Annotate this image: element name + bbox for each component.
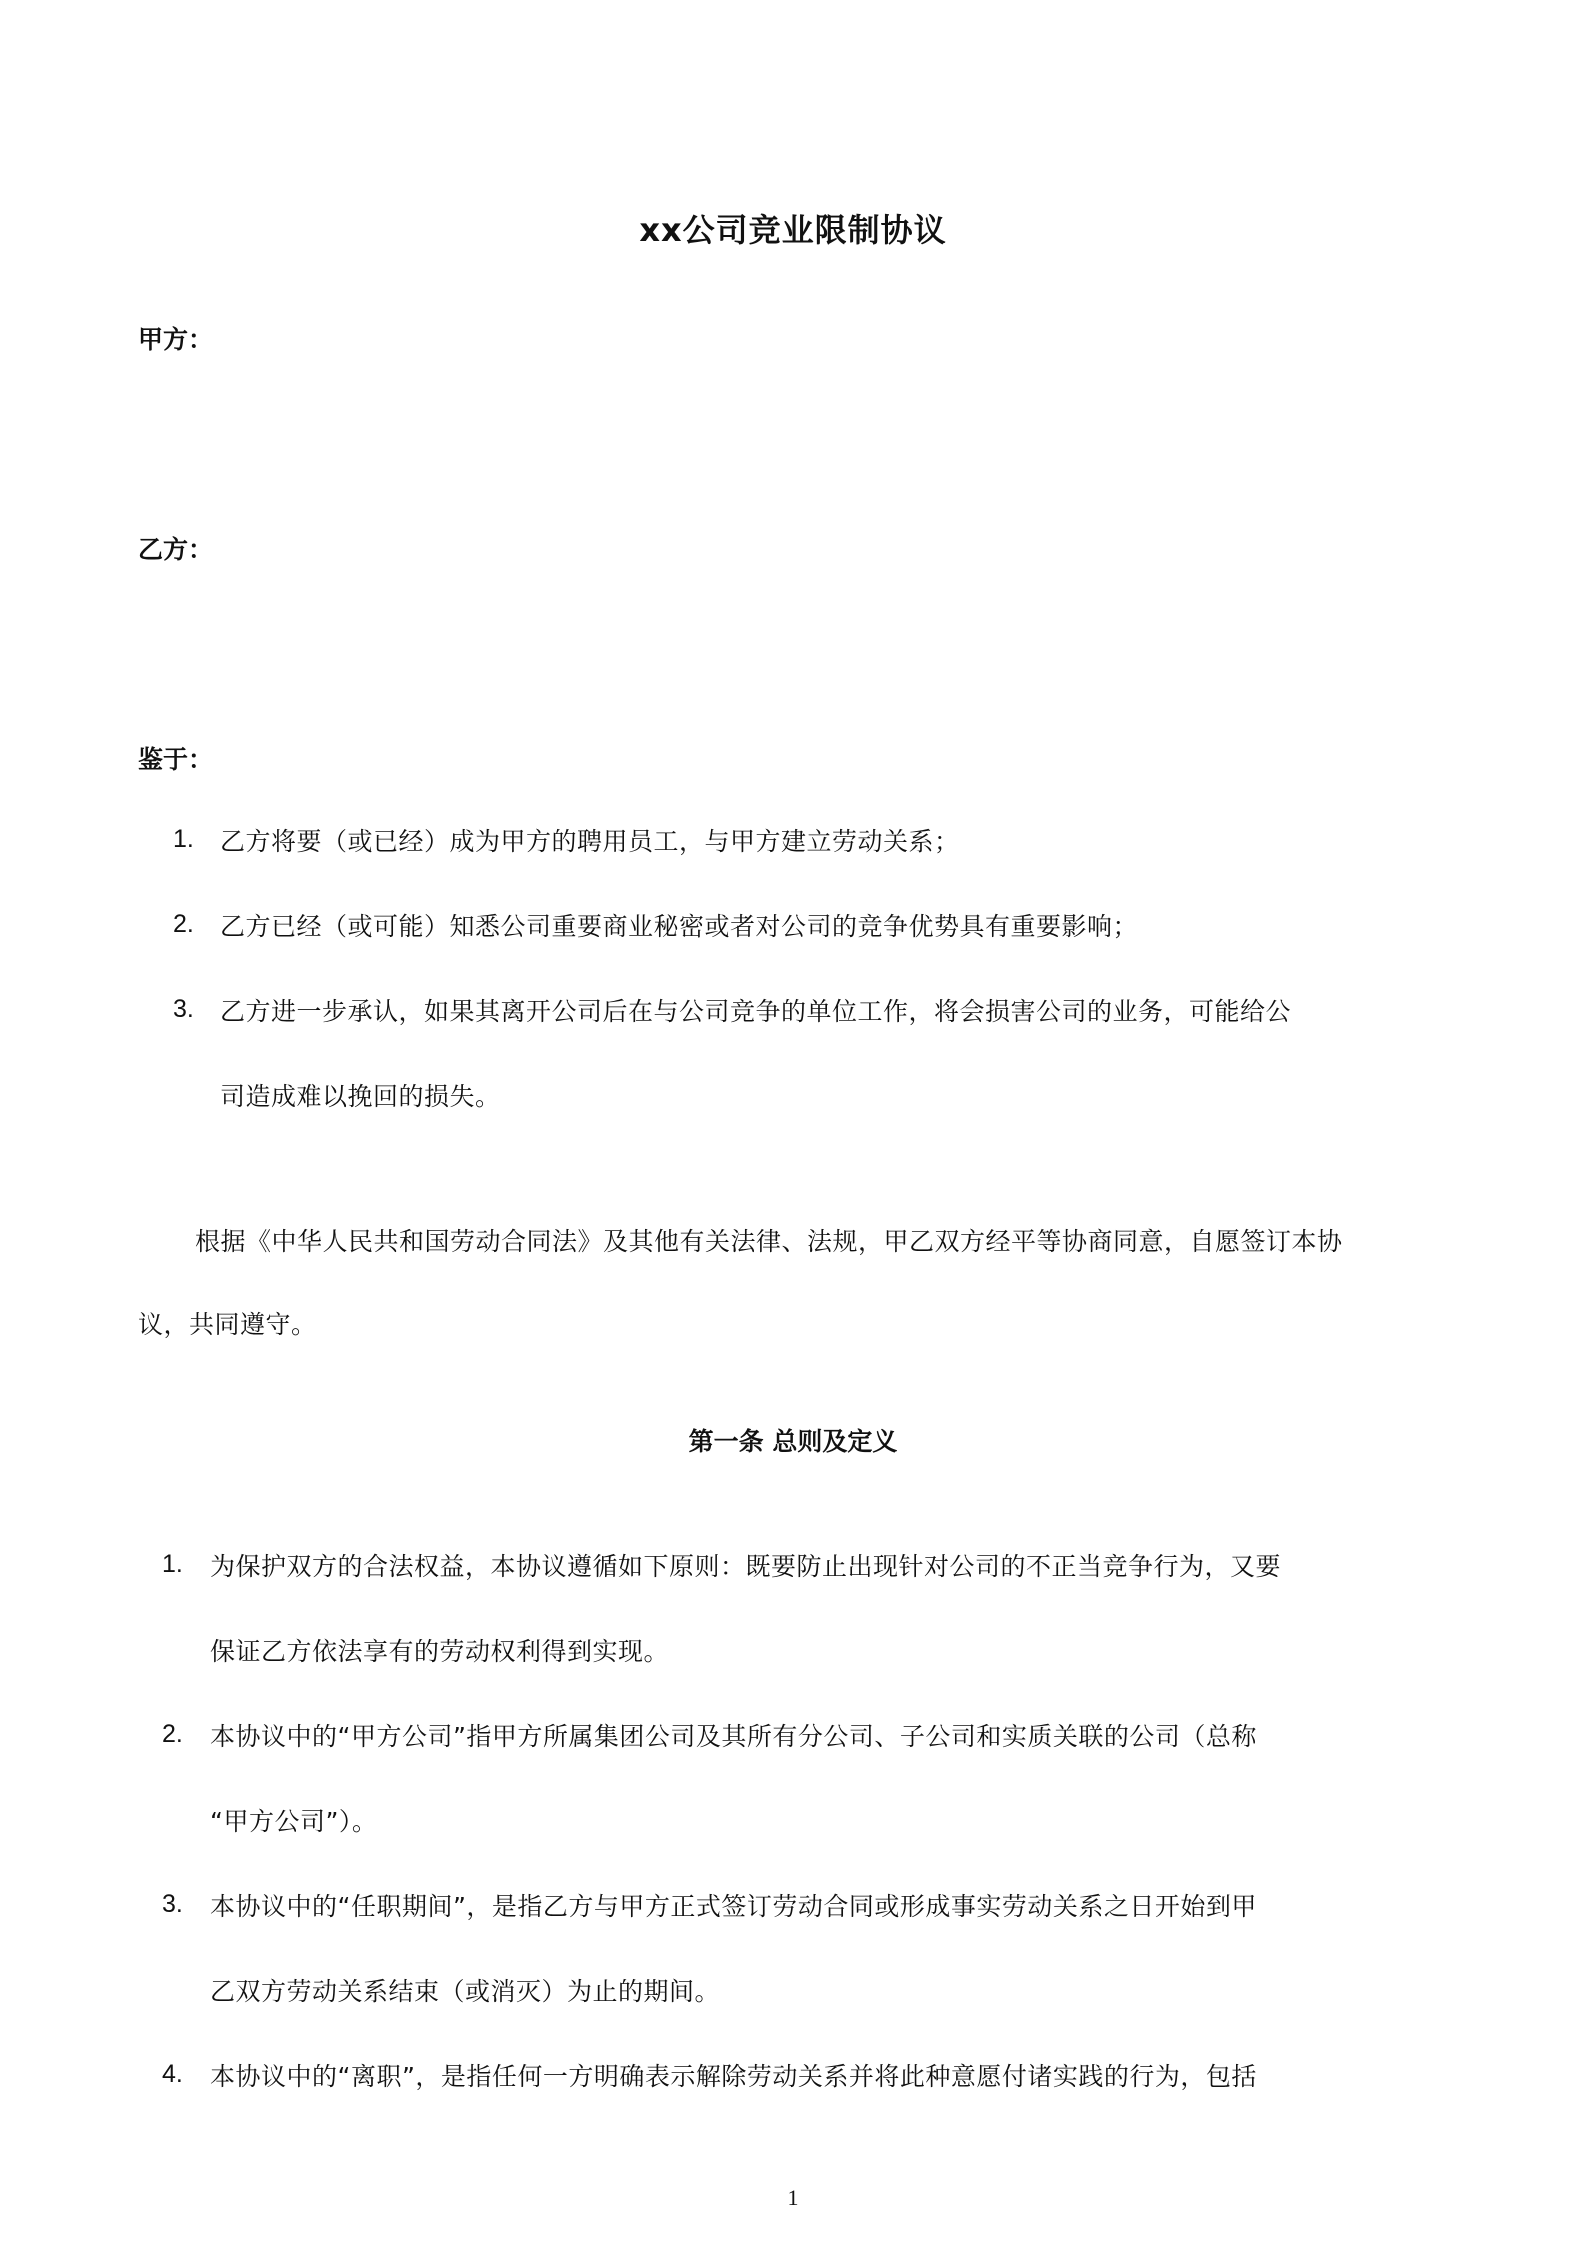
list-number: 2.	[173, 910, 194, 938]
list-text-continued: 司造成难以挽回的损失。	[220, 1082, 501, 1111]
document-title: xx公司竞业限制协议	[639, 211, 947, 249]
page-number: 1	[787, 2185, 799, 2210]
list-text: 本协议中的“离职”，是指任何一方明确表示解除劳动关系并将此种意愿付诸实践的行为，包括	[210, 2062, 1257, 2091]
list-number: 2.	[162, 1720, 183, 1748]
list-number: 1.	[173, 825, 194, 853]
list-text: 本协议中的“甲方公司”指甲方所属集团公司及其所有分公司、子公司和实质关联的公司（总称	[210, 1722, 1257, 1751]
list-text-continued: “甲方公司”）。	[210, 1807, 378, 1836]
party-b-label: 乙方：	[138, 535, 214, 564]
section-heading: 第一条 总则及定义	[688, 1427, 898, 1456]
list-text: 为保护双方的合法权益，本协议遵循如下原则：既要防止出现针对公司的不正当竞争行为，又要	[210, 1552, 1282, 1581]
list-number: 3.	[173, 995, 194, 1023]
list-text: 乙方已经（或可能）知悉公司重要商业秘密或者对公司的竞争优势具有重要影响；	[220, 912, 1139, 941]
list-text: 乙方进一步承认，如果其离开公司后在与公司竞争的单位工作，将会损害公司的业务，可能给公	[220, 997, 1292, 1026]
list-number: 1.	[162, 1550, 183, 1578]
list-number: 3.	[162, 1890, 183, 1918]
list-text-continued: 乙双方劳动关系结束（或消灭）为止的期间。	[210, 1977, 721, 2006]
party-a-label: 甲方：	[138, 325, 214, 354]
paragraph-line: 根据《中华人民共和国劳动合同法》及其他有关法律、法规，甲乙双方经平等协商同意，自愿签订本协	[195, 1227, 1343, 1256]
list-text: 本协议中的“任职期间”，是指乙方与甲方正式签订劳动合同或形成事实劳动关系之日开始到甲	[210, 1892, 1257, 1921]
paragraph-line: 议，共同遵守。	[138, 1310, 317, 1339]
list-number: 4.	[162, 2060, 183, 2088]
list-text: 乙方将要（或已经）成为甲方的聘用员工，与甲方建立劳动关系；	[220, 827, 960, 856]
list-text-continued: 保证乙方依法享有的劳动权利得到实现。	[210, 1637, 670, 1666]
whereas-label: 鉴于：	[138, 745, 214, 774]
